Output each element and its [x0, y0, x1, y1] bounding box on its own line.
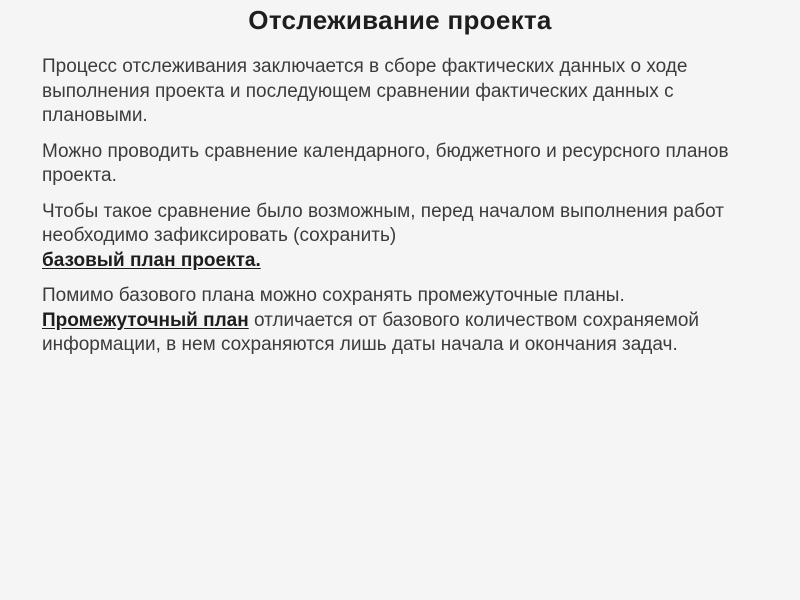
paragraph-baseline-requirement [42, 200, 777, 274]
interim-plan-term: Промежуточный план [42, 309, 249, 331]
slide-title: Отслеживание проекта [248, 5, 552, 35]
baseline-plan-term: базовый план проекта. [42, 249, 261, 271]
baseline-requirement-text: Чтобы такое сравнение было возможным, перед началом выполнения работ необходимо зафиксировать (сохранить) [42, 200, 724, 246]
slide-body [42, 55, 777, 369]
paragraph-plan-comparison: Можно проводить сравнение календарного, бюджетного и ресурсного планов проекта. [42, 140, 729, 186]
interim-plan-description: отличается от базового количеством сохраняемой информации, в нем сохраняются лишь даты начала и окончания задач. [42, 309, 700, 355]
paragraph-interim-plan [42, 284, 777, 358]
paragraph-tracking-process: Процесс отслеживания заключается в сборе фактических данных о ходе выполнения проекта и последующем сравнении фактических данных с плановыми. [42, 56, 688, 126]
interim-plan-intro-text: Помимо базового плана можно сохранять промежуточные планы. [42, 285, 625, 306]
